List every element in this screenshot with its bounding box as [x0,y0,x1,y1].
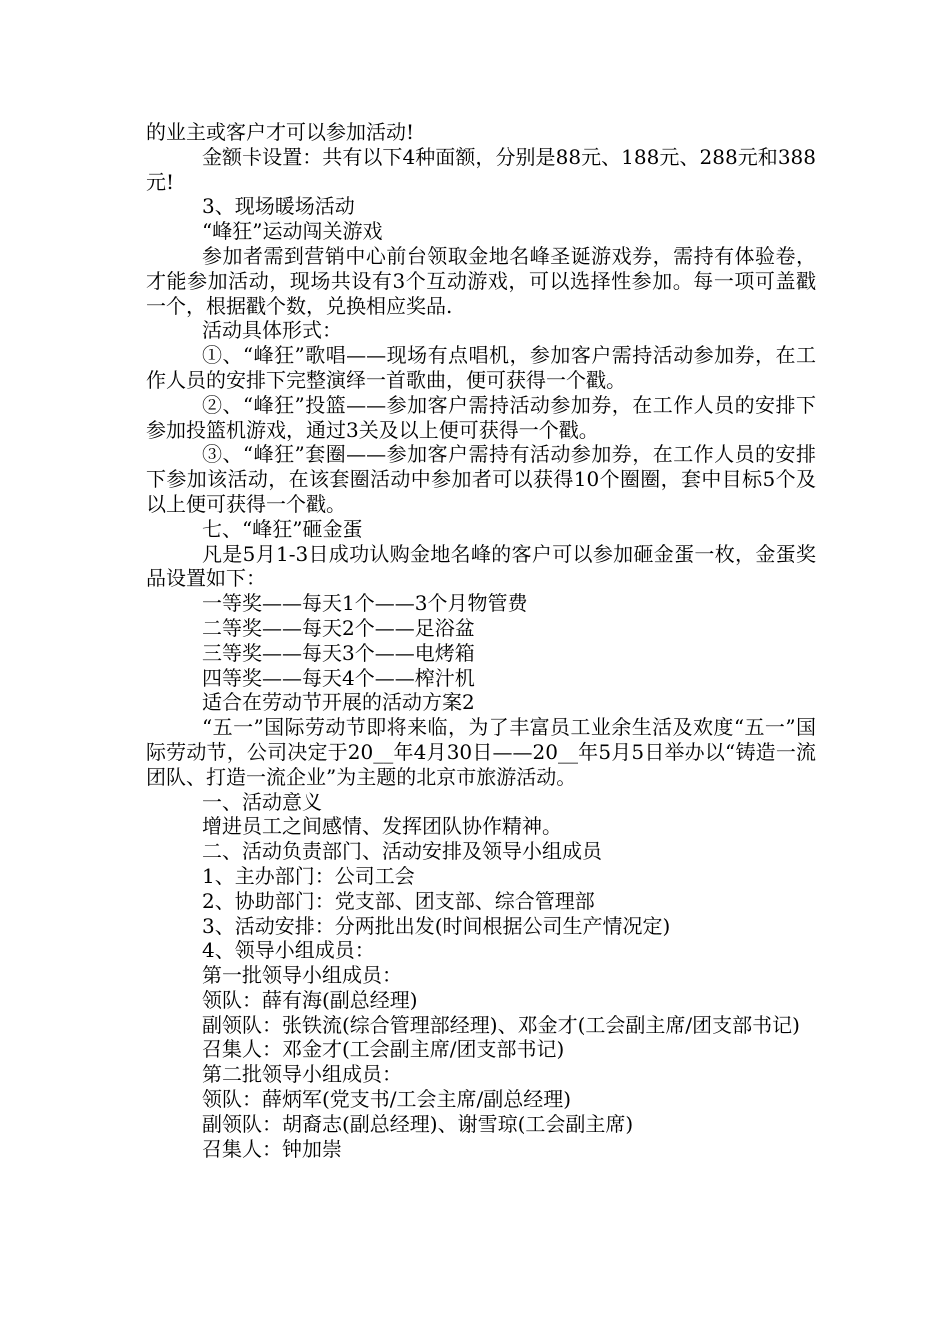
section-heading-warmup: 3、现场暖场活动 [202,194,355,219]
section-heading-golden-egg: 七、“峰狂”砸金蛋 [202,516,363,541]
prize-line-3: 三等奖——每天3个——电烤箱 [202,640,475,665]
dept-line-4: 4、领导小组成员： [202,938,375,963]
paragraph-1: 的业主或客户才可以参加活动! [146,120,415,144]
batch-1-leader: 领队：薛有海(副总经理) [202,987,418,1012]
prize-line-4: 四等奖——每天4个——榨汁机 [202,665,475,690]
paragraph-11: 凡是5月1-3日成功认购金地名峰的客户可以参加砸金蛋一枚，金蛋奖品设置如下： [146,541,816,591]
batch-2-deputy: 副领队：胡裔志(副总经理)、谢雪琼(工会副主席) [202,1111,634,1136]
dept-line-3: 3、活动安排：分两批出发(时间根据公司生产情况定) [202,913,671,938]
batch-1-convener: 召集人：邓金才(工会副主席/团支部书记) [202,1037,565,1062]
list-item-3: ③、“峰狂”套圈——参加客户需持有活动参加券，在工作人员的安排下参加该活动，在该套圈活动中参加者可以获得10个圈圈，套中目标5个及以上便可获得一个戳。 [146,442,816,516]
plan-title-2: 适合在劳动节开展的活动方案2 [202,690,475,715]
paragraph-5: 参加者需到营销中心前台领取金地名峰圣诞游戏券，需持有体验卷，才能参加活动，现场共设有3个互动游戏，可以选择性参加。每一项可盖戳一个，根据戳个数，兑换相应奖品. [146,243,816,318]
paragraph-2: 金额卡设置：共有以下4种面额，分别是88元、188元、288元和388元! [146,144,816,194]
batch-2-heading: 第二批领导小组成员： [202,1062,402,1087]
batch-1-heading: 第一批领导小组成员： [202,963,402,988]
batch-2-leader: 领队：薛炳军(党支书/工会主席/副总经理) [202,1087,572,1112]
paragraph-19: 增进员工之间感情、发挥团队协作精神。 [202,814,562,839]
prize-line-2: 二等奖——每天2个——足浴盆 [202,615,475,640]
batch-1-deputy: 副领队：张铁流(综合管理部经理)、邓金才(工会副主席/团支部书记) [202,1012,800,1037]
document-page [146,120,816,1161]
dept-line-2: 2、协助部门：党支部、团支部、综合管理部 [202,888,595,913]
section-heading-departments: 二、活动负责部门、活动安排及领导小组成员 [202,839,602,864]
paragraph-17: “五一”国际劳动节即将来临，为了丰富员工业余生活及欢度“五一”国际劳动节，公司决定于20__年4月30日——20__年5月5日举办以“铸造一流团队、打造一流企业”为主题的北京市旅游活动。 [146,715,816,789]
dept-line-1: 1、主办部门：公司工会 [202,863,415,888]
list-item-2: ②、“峰狂”投篮——参加客户需持活动参加券，在工作人员的安排下参加投篮机游戏，通过3关及以上便可获得一个戳。 [146,392,816,442]
list-item-1: ①、“峰狂”歌唱——现场有点唱机，参加客户需持活动参加券，在工作人员的安排下完整演绎一首歌曲，便可获得一个戳。 [146,343,816,392]
subheading-game: “峰狂”运动闯关游戏 [202,219,383,244]
prize-line-1: 一等奖——每天1个——3个月物管费 [202,591,528,616]
section-heading-meaning: 一、活动意义 [202,789,322,814]
paragraph-6: 活动具体形式： [202,318,342,343]
batch-2-convener: 召集人：钟加崇 [202,1136,342,1161]
